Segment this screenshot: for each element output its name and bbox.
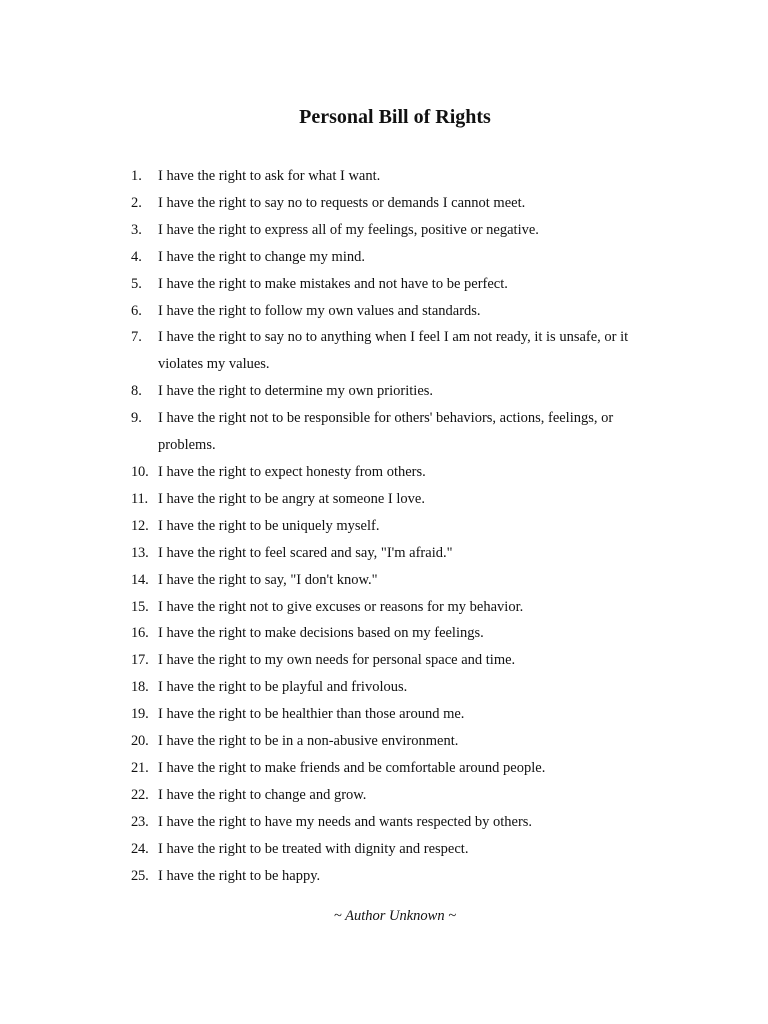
list-item-text: I have the right to be in a non-abusive environment. bbox=[158, 733, 459, 750]
list-item bbox=[131, 217, 671, 244]
list-item-text: I have the right to ask for what I want. bbox=[158, 168, 381, 184]
list-item-number: 22. bbox=[131, 786, 149, 803]
list-item bbox=[131, 809, 671, 836]
list-item-number: 11. bbox=[131, 490, 148, 507]
list-item-number: 9. bbox=[131, 410, 142, 427]
list-item bbox=[131, 190, 671, 217]
list-item bbox=[131, 647, 671, 674]
list-item bbox=[131, 620, 671, 647]
list-item-text: I have the right to be playful and frivolous. bbox=[158, 679, 408, 696]
list-item-number: 18. bbox=[131, 679, 149, 696]
list-item-text: I have the right to be happy. bbox=[158, 867, 321, 884]
list-item bbox=[131, 540, 671, 567]
list-item-text: I have the right to be angry at someone I love. bbox=[158, 490, 425, 507]
list-item-number: 15. bbox=[131, 598, 149, 615]
list-item-text: I have the right to make friends and be comfortable around people. bbox=[158, 759, 546, 776]
list-item bbox=[131, 755, 671, 782]
list-item bbox=[131, 728, 671, 755]
list-item bbox=[131, 378, 671, 405]
list-item bbox=[131, 567, 671, 594]
list-item-number: 2. bbox=[131, 194, 142, 211]
list-item-number: 1. bbox=[131, 168, 142, 184]
list-item-text: I have the right to my own needs for personal space and time. bbox=[158, 652, 516, 669]
list-item-number: 17. bbox=[131, 652, 149, 669]
list-item-text: I have the right to change and grow. bbox=[158, 786, 367, 803]
list-item bbox=[131, 298, 671, 325]
list-item-number: 10. bbox=[131, 463, 149, 480]
list-item-number: 5. bbox=[131, 275, 142, 292]
list-item bbox=[131, 701, 671, 728]
list-item-text: I have the right to be healthier than those around me. bbox=[158, 706, 465, 723]
list-item-number: 14. bbox=[131, 571, 149, 588]
rights-list bbox=[131, 163, 671, 889]
list-item-text: I have the right not to give excuses or reasons for my behavior. bbox=[158, 598, 524, 615]
list-item bbox=[131, 271, 671, 298]
author-attribution: ~ Author Unknown ~ bbox=[333, 908, 457, 924]
list-item-text: I have the right to have my needs and wants respected by others. bbox=[158, 813, 533, 830]
list-item-number: 8. bbox=[131, 383, 142, 400]
list-item bbox=[131, 459, 671, 486]
list-item bbox=[131, 405, 671, 459]
list-item-number: 24. bbox=[131, 840, 149, 857]
list-item-number: 23. bbox=[131, 813, 149, 830]
list-item-text: I have the right not to be responsible for others' behaviors, actions, feelings, or problems. bbox=[158, 410, 614, 454]
list-item-number: 7. bbox=[131, 329, 142, 346]
list-item-number: 6. bbox=[131, 302, 142, 319]
list-item-number: 16. bbox=[131, 625, 149, 642]
list-item-text: I have the right to determine my own priorities. bbox=[158, 383, 434, 400]
list-item-text: I have the right to say no to anything when I feel I am not ready, it is unsafe, or it violates my values. bbox=[158, 329, 629, 373]
list-item-text: I have the right to expect honesty from others. bbox=[158, 463, 426, 480]
list-item-text: I have the right to express all of my feelings, positive or negative. bbox=[158, 221, 539, 238]
list-item-number: 3. bbox=[131, 221, 142, 238]
list-item-number: 4. bbox=[131, 248, 142, 265]
list-item bbox=[131, 324, 671, 378]
list-item-text: I have the right to say, "I don't know." bbox=[158, 571, 378, 588]
list-item-text: I have the right to change my mind. bbox=[158, 248, 365, 265]
list-item bbox=[131, 836, 671, 863]
list-item bbox=[131, 486, 671, 513]
list-item bbox=[131, 863, 671, 890]
list-item bbox=[131, 513, 671, 540]
list-item bbox=[131, 782, 671, 809]
list-item-text: I have the right to make mistakes and not have to be perfect. bbox=[158, 275, 508, 292]
list-item-text: I have the right to be treated with dignity and respect. bbox=[158, 840, 469, 857]
list-item-text: I have the right to feel scared and say, "I'm afraid." bbox=[158, 544, 453, 561]
list-item bbox=[131, 594, 671, 621]
list-item bbox=[131, 163, 671, 190]
list-item-text: I have the right to follow my own values and standards. bbox=[158, 302, 481, 319]
document-title: Personal Bill of Rights bbox=[299, 106, 491, 128]
list-item-number: 21. bbox=[131, 759, 149, 776]
list-item-number: 20. bbox=[131, 733, 149, 750]
list-item bbox=[131, 244, 671, 271]
list-item-number: 13. bbox=[131, 544, 149, 561]
list-item-number: 19. bbox=[131, 706, 149, 723]
list-item-text: I have the right to say no to requests or demands I cannot meet. bbox=[158, 194, 526, 211]
list-item-text: I have the right to be uniquely myself. bbox=[158, 517, 380, 534]
list-item-number: 25. bbox=[131, 867, 149, 884]
list-item-number: 12. bbox=[131, 517, 149, 534]
list-item-text: I have the right to make decisions based on my feelings. bbox=[158, 625, 484, 642]
list-item bbox=[131, 674, 671, 701]
